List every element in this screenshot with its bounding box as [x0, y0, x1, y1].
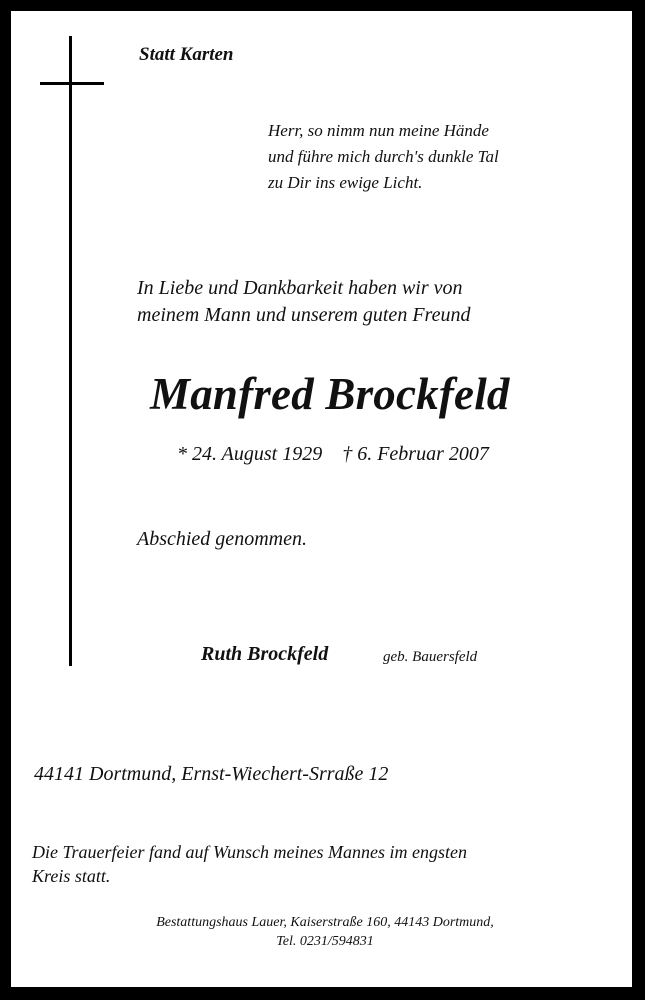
verse-line: und führe mich durch's dunkle Tal	[268, 147, 499, 166]
birth-date: * 24. August 1929	[177, 443, 323, 465]
header-statt-karten: Statt Karten	[139, 44, 234, 65]
funeral-notice	[32, 840, 612, 888]
cross-icon-crossbar	[40, 82, 104, 85]
cross-icon	[69, 36, 72, 666]
deceased-name: Manfred Brockfeld	[150, 369, 510, 419]
closing-text: Abschied genommen.	[137, 528, 307, 550]
signer-name: Ruth Brockfeld	[201, 643, 329, 665]
notice-line: Die Trauerfeier fand auf Wunsch meines Mannes im engsten	[32, 842, 467, 862]
verse-line: Herr, so nimm nun meine Hände	[268, 121, 489, 140]
intro-text	[137, 275, 587, 329]
death-date: † 6. Februar 2007	[342, 443, 489, 465]
funeral-home	[60, 913, 590, 951]
address: 44141 Dortmund, Ernst-Wiechert-Srraße 12	[34, 763, 389, 785]
verse	[268, 118, 608, 196]
funeral-home-line: Bestattungshaus Lauer, Kaiserstraße 160, 44143 Dortmund,	[156, 915, 494, 930]
notice-line: Kreis statt.	[32, 866, 111, 886]
intro-line: meinem Mann und unserem guten Freund	[137, 304, 471, 326]
life-dates	[177, 443, 489, 466]
intro-line: In Liebe und Dankbarkeit haben wir von	[137, 277, 463, 299]
verse-line: zu Dir ins ewige Licht.	[268, 173, 423, 192]
funeral-home-line: Tel. 0231/594831	[276, 934, 374, 949]
signer-birth-name: geb. Bauersfeld	[383, 649, 478, 665]
